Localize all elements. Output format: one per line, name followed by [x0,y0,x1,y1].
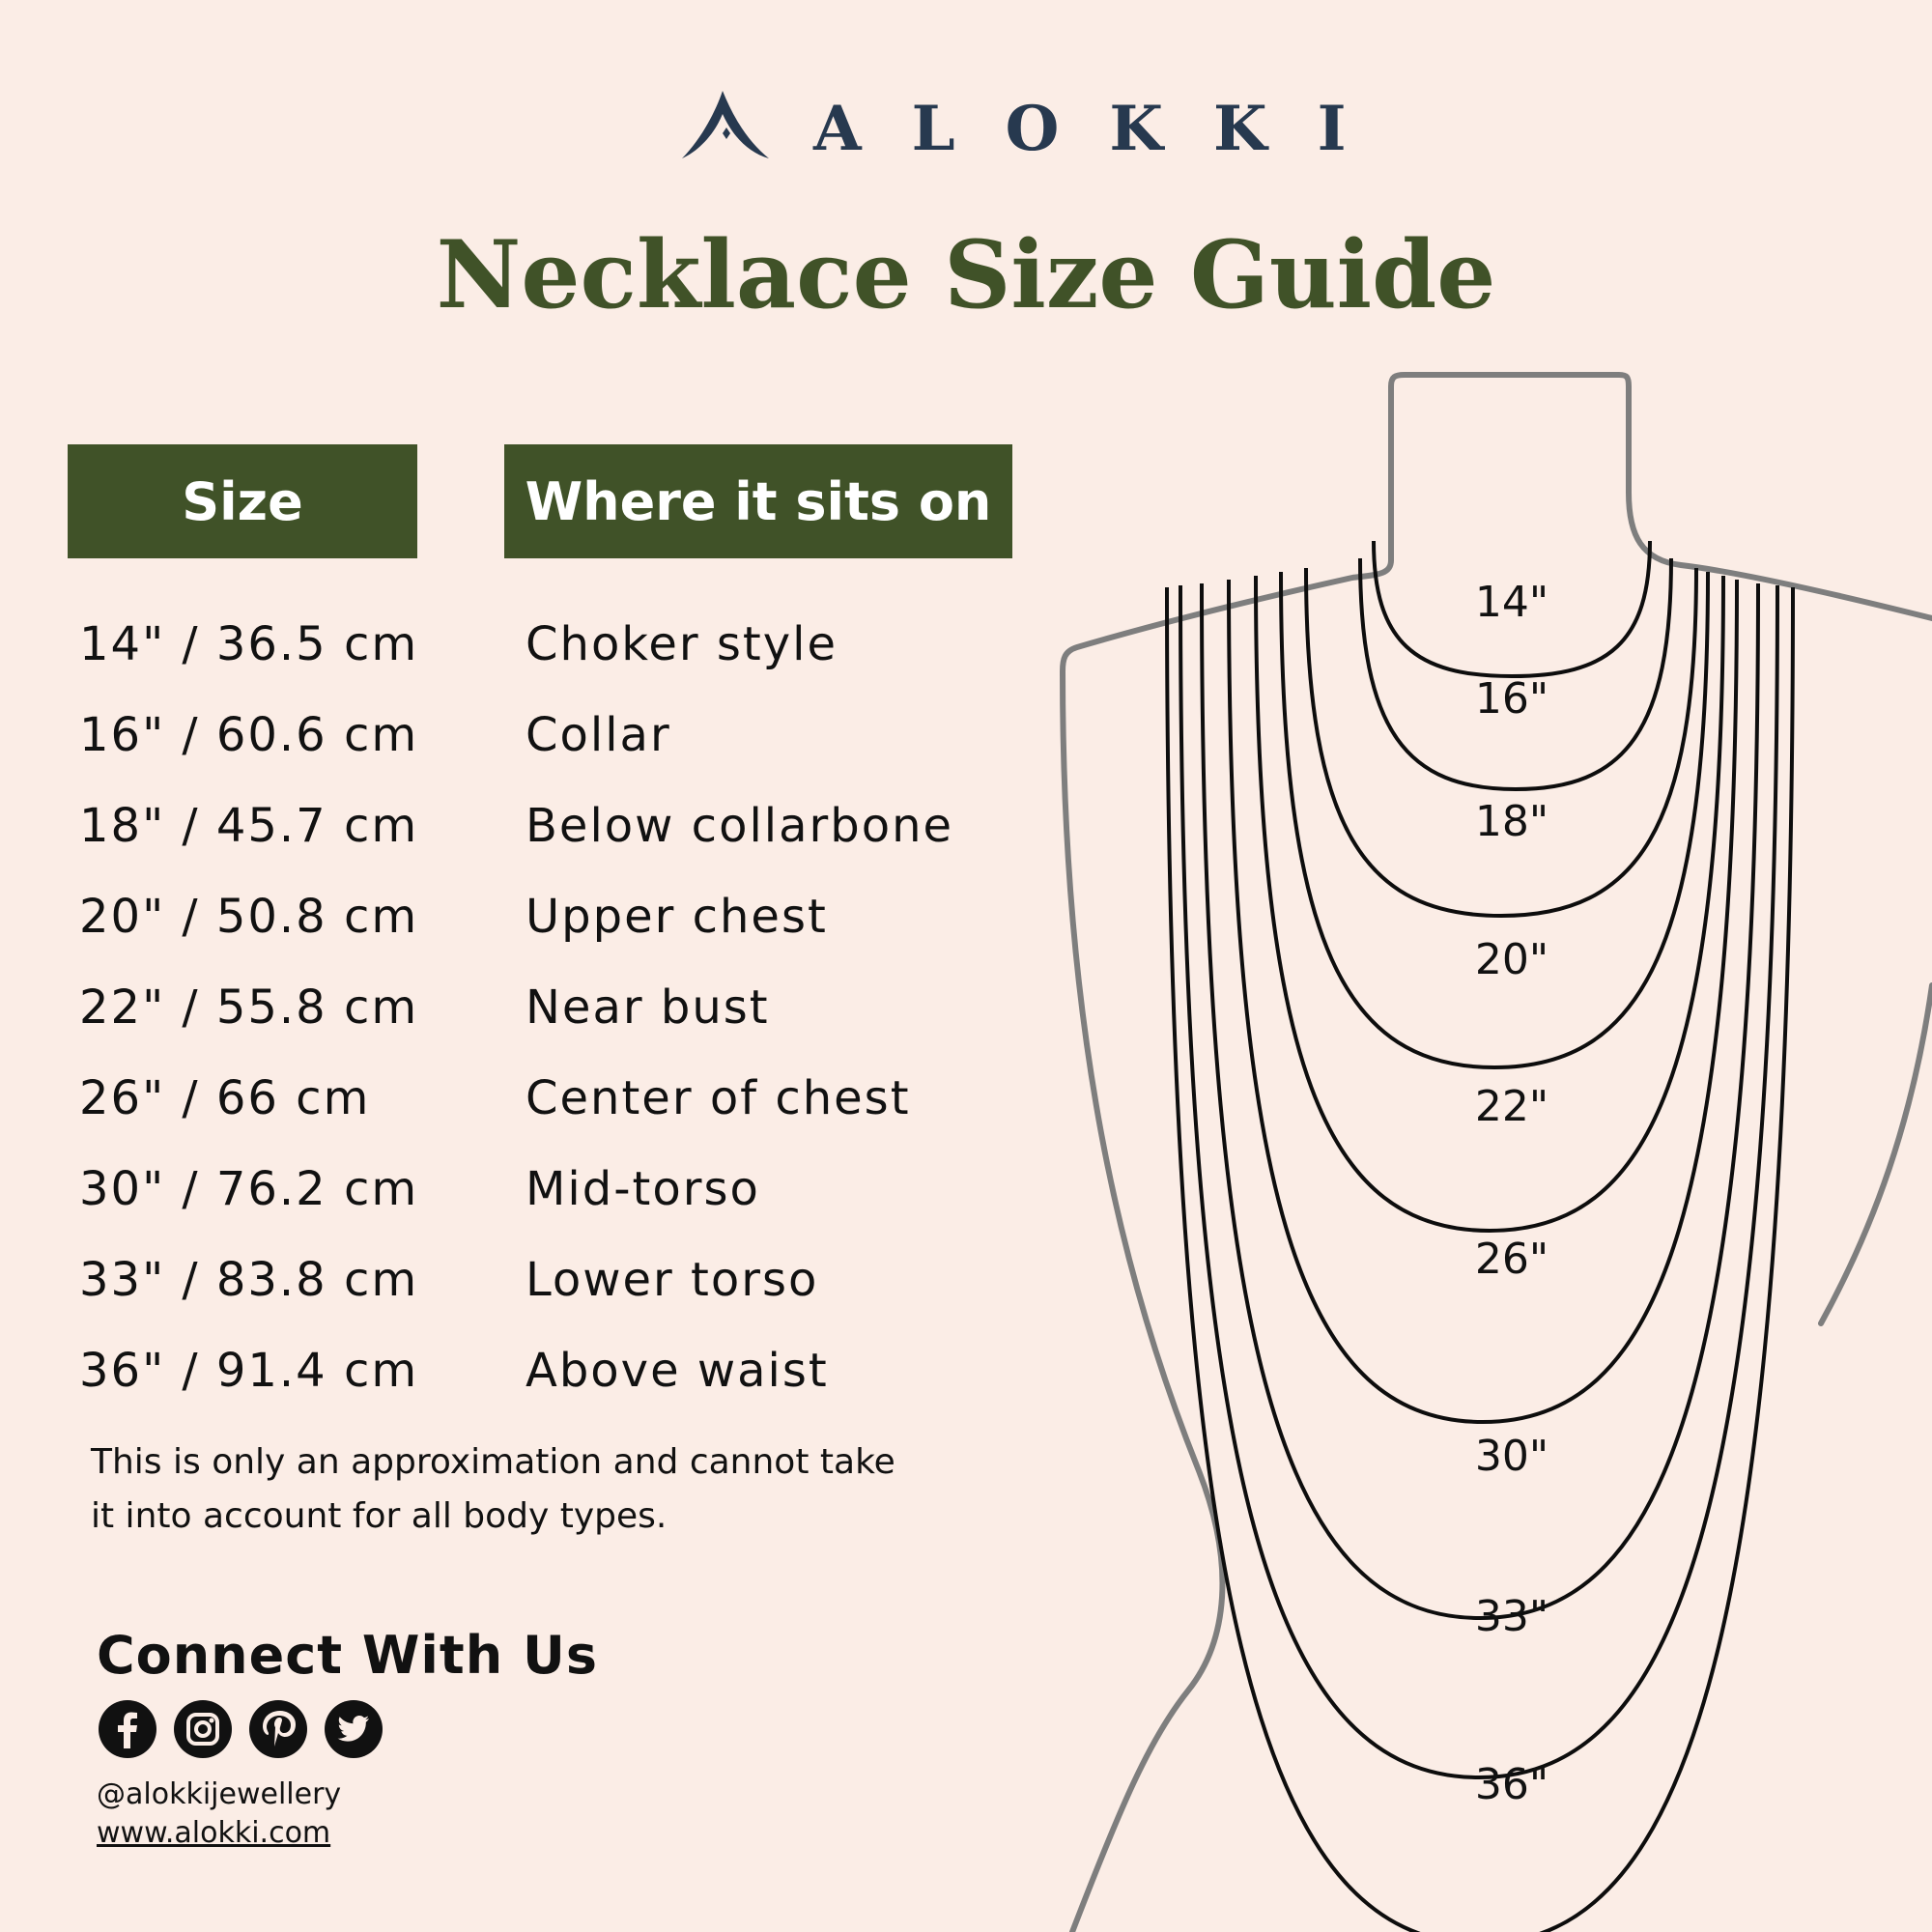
size-cell: 14" / 36.5 cm [79,617,419,671]
connect-title: Connect With Us [97,1625,598,1686]
page-title: Necklace Size Guide [436,220,1496,329]
social-links [97,1698,384,1760]
brand-name: ALOKKI [813,92,1397,165]
table-row [79,1235,1007,1325]
instagram-icon[interactable] [172,1698,234,1760]
table-row [79,599,1007,690]
size-cell: 20" / 50.8 cm [79,890,419,944]
necklace-size-label: 16" [1474,674,1549,724]
mannequin-figure [1005,357,1932,1932]
brand-logo [676,85,1397,172]
necklace-size-label: 14" [1474,578,1549,627]
position-cell: Mid-torso [526,1162,760,1216]
table-row [79,1144,1007,1235]
twitter-icon[interactable] [323,1698,384,1760]
table-row [79,690,1007,781]
alokki-logo-icon [676,85,773,172]
pinterest-icon[interactable] [247,1698,309,1760]
facebook-icon[interactable] [97,1698,158,1760]
size-column-header: Size [68,444,417,558]
table-row [79,1053,1007,1144]
necklace-size-label: 22" [1474,1082,1549,1131]
position-cell: Center of chest [526,1071,911,1125]
necklace-size-label: 33" [1474,1592,1549,1641]
size-cell: 30" / 76.2 cm [79,1162,419,1216]
size-cell: 36" / 91.4 cm [79,1344,419,1398]
table-row [79,781,1007,871]
position-cell: Near bust [526,980,770,1035]
necklace-size-label: 36" [1474,1760,1549,1809]
necklace-size-label: 30" [1474,1432,1549,1481]
where-column-header: Where it sits on [504,444,1012,558]
size-cell: 26" / 66 cm [79,1071,371,1125]
size-cell: 33" / 83.8 cm [79,1253,419,1307]
position-cell: Above waist [526,1344,829,1398]
social-handle: @alokkijewellery [97,1777,342,1811]
website-link[interactable]: www.alokki.com [97,1816,331,1850]
position-cell: Below collarbone [526,799,954,853]
necklace-size-label: 18" [1474,797,1549,846]
table-row [79,871,1007,962]
size-cell: 18" / 45.7 cm [79,799,419,853]
size-cell: 22" / 55.8 cm [79,980,419,1035]
necklace-size-label: 20" [1474,935,1549,984]
size-table [79,599,1007,1416]
position-cell: Lower torso [526,1253,819,1307]
necklace-size-label: 26" [1474,1235,1549,1284]
position-cell: Collar [526,708,671,762]
table-row [79,1325,1007,1416]
necklace-labels [1475,578,1548,1809]
approximation-note: This is only an approximation and cannot take it into account for all body types. [91,1442,895,1536]
size-cell: 16" / 60.6 cm [79,708,419,762]
position-cell: Choker style [526,617,838,671]
position-cell: Upper chest [526,890,828,944]
table-row [79,962,1007,1053]
